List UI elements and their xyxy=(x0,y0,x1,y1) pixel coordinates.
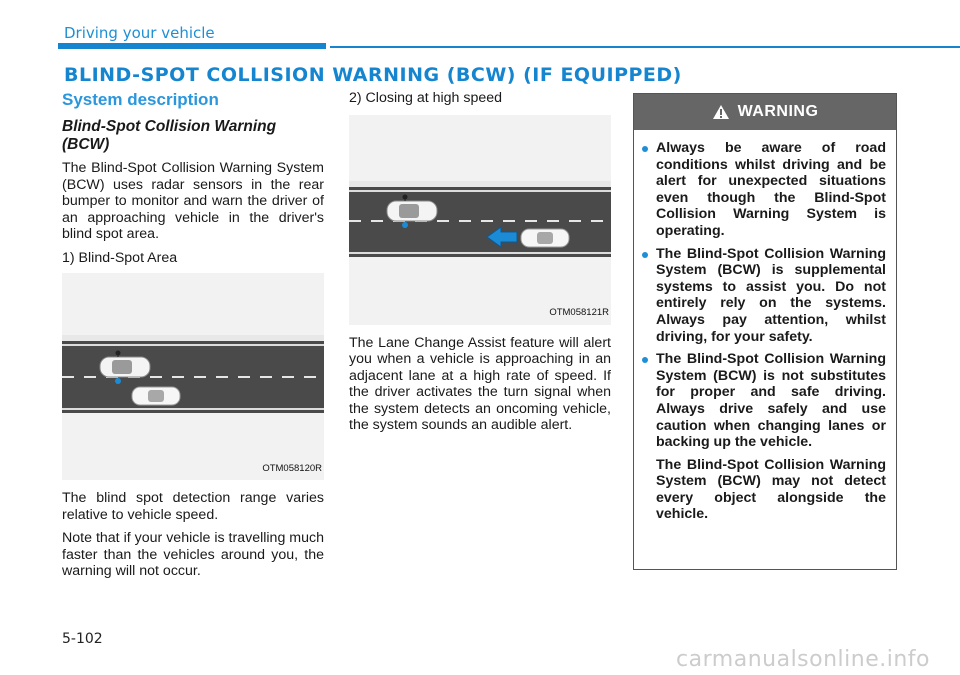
warning-header xyxy=(634,94,896,130)
warning-heading: WARNING xyxy=(737,103,819,120)
left-column xyxy=(62,90,324,587)
figure-code: OTM058121R xyxy=(549,307,609,318)
range-paragraph: The blind spot detection range varies relative to vehicle speed. xyxy=(62,490,324,523)
header-rule-thin xyxy=(330,46,960,48)
warning-item: Always be aware of road conditions whilst driving and be alert for unexpected situations even though the Blind-Spot Collision Warning System is operating. xyxy=(656,140,886,240)
note-paragraph: Note that if your vehicle is travelling much faster than the vehicles around you, the warning will not occur. xyxy=(62,530,324,579)
system-description-heading: System description xyxy=(62,90,219,109)
bullet-icon xyxy=(642,146,648,152)
bullet-icon xyxy=(642,357,648,363)
blind-spot-illustration xyxy=(62,273,324,480)
warning-continuation: The Blind-Spot Collision Warning System (BCW) may not detect every object alongside the vehicle. xyxy=(656,456,886,523)
blind-spot-area-label: 1) Blind-Spot Area xyxy=(62,249,178,266)
page-title: BLIND-SPOT COLLISION WARNING (BCW) (IF EQUIPPED) xyxy=(64,64,682,86)
closing-speed-illustration xyxy=(349,115,611,325)
blind-spot-area-figure xyxy=(62,273,324,480)
lane-change-paragraph: The Lane Change Assist feature will alert you when a vehicle is approaching in an adjacent lane at a high rate of speed. If the driver activates the turn signal when the system detects an oncoming vehicle, the system sounds an audible alert. xyxy=(349,334,611,433)
closing-high-speed-label: 2) Closing at high speed xyxy=(349,90,503,106)
middle-column xyxy=(349,90,611,441)
intro-paragraph: The Blind-Spot Collision Warning System (BCW) uses radar sensors in the rear bumper to monitor and warn the driver of an approaching vehicle in the driver's blind spot area. xyxy=(62,160,324,242)
page-number: 5-102 xyxy=(62,631,103,647)
warning-triangle-icon xyxy=(712,104,730,120)
warning-item: The Blind-Spot Collision Warning System (BCW) is not substitutes for proper and safe driving. Always drive safely and use caution when changing lanes or backing up the vehicle. xyxy=(656,351,886,451)
warning-box xyxy=(633,93,897,570)
section-label: Driving your vehicle xyxy=(64,24,215,42)
header-rule-thick xyxy=(58,43,326,49)
closing-speed-figure xyxy=(349,115,611,325)
warning-item: The Blind-Spot Collision Warning System (BCW) is supplemental systems to assist you. Do not entirely rely on the systems. Always pay attention, whilst driving, for your safety. xyxy=(656,246,886,346)
bcw-subheading: Blind-Spot Collision Warning (BCW) xyxy=(62,118,277,153)
bullet-icon xyxy=(642,252,648,258)
figure-code: OTM058120R xyxy=(262,462,322,474)
watermark: carmanualsonline.info xyxy=(676,647,930,672)
